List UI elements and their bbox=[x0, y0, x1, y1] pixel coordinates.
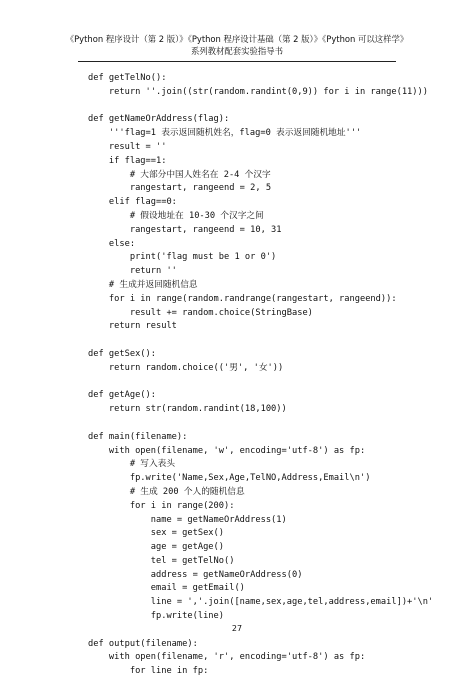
code-line: return '' bbox=[88, 266, 177, 277]
code-line: with open(filename, 'r', encoding='utf-8') as fp: bbox=[88, 652, 366, 663]
code-line: name = getNameOrAddress(1) bbox=[88, 514, 287, 525]
code-line: else: bbox=[88, 238, 136, 249]
code-line: return str(random.randint(18,100)) bbox=[88, 404, 287, 415]
code-line: # 大部分中国人姓名在 2-4 个汉字 bbox=[88, 169, 271, 180]
code-line: def main(filename): bbox=[88, 431, 188, 442]
code-line: return ''.join((str(random.randint(0,9)) for i in range(11))) bbox=[88, 86, 428, 97]
code-line: rangestart, rangeend = 10, 31 bbox=[88, 224, 282, 235]
code-line: # 写入表头 bbox=[88, 459, 176, 470]
code-line: email = getEmail() bbox=[88, 583, 245, 594]
code-line: # 生成 200 个人的随机信息 bbox=[88, 486, 245, 497]
code-line: age = getAge() bbox=[88, 542, 224, 553]
code-line: def output(filename): bbox=[88, 638, 198, 649]
code-line: for i in range(random.randrange(rangestart, rangeend)): bbox=[88, 293, 397, 304]
code-line: def getSex(): bbox=[88, 348, 156, 359]
code-line bbox=[88, 334, 418, 348]
code-line: return random.choice(('男', '女')) bbox=[88, 362, 284, 373]
code-line: fp.write('Name,Sex,Age,TelNO,Address,Email\n') bbox=[88, 473, 371, 484]
code-line: address = getNameOrAddress(0) bbox=[88, 569, 303, 580]
code-line: # 生成并返回随机信息 bbox=[88, 279, 198, 290]
code-line: sex = getSex() bbox=[88, 528, 224, 539]
code-line: if flag==1: bbox=[88, 155, 167, 166]
code-line: tel = getTelNo() bbox=[88, 555, 235, 566]
code-line: print('flag must be 1 or 0') bbox=[88, 252, 277, 263]
code-line: return result bbox=[88, 321, 177, 332]
code-line: def getNameOrAddress(flag): bbox=[88, 114, 230, 125]
page-header bbox=[0, 33, 474, 57]
header-series-subtitle: 系列教材配套实验指导书 bbox=[190, 46, 284, 56]
code-line: for line in fp: bbox=[88, 666, 209, 677]
code-line: result = '' bbox=[88, 141, 167, 152]
code-line: # 假设地址在 10-30 个汉字之间 bbox=[88, 210, 264, 221]
code-line: '''flag=1 表示返回随机姓名，flag=0 表示返回随机地址''' bbox=[88, 128, 362, 139]
code-line: elif flag==0: bbox=[88, 197, 177, 208]
code-line bbox=[88, 417, 418, 431]
code-line bbox=[88, 376, 418, 390]
code-line: line = ','.join([name,sex,age,tel,address,email])+'\n' bbox=[88, 597, 434, 608]
code-line: rangestart, rangeend = 2, 5 bbox=[88, 183, 272, 194]
code-line: result += random.choice(StringBase) bbox=[88, 307, 313, 318]
page-number: 27 bbox=[231, 624, 243, 633]
header-divider bbox=[78, 61, 396, 62]
code-listing bbox=[88, 72, 434, 679]
header-book-titles: 《Python 程序设计（第 2 版）》《Python 程序设计基础（第 2 版）》《Python 可以这样学》 bbox=[65, 34, 409, 44]
code-line: def getAge(): bbox=[88, 390, 156, 401]
code-line: for i in range(200): bbox=[88, 500, 235, 511]
code-line: with open(filename, 'w', encoding='utf-8') as fp: bbox=[88, 445, 366, 456]
code-line: fp.write(line) bbox=[88, 611, 224, 622]
code-line: def getTelNo(): bbox=[88, 73, 167, 83]
code-line bbox=[88, 100, 418, 114]
